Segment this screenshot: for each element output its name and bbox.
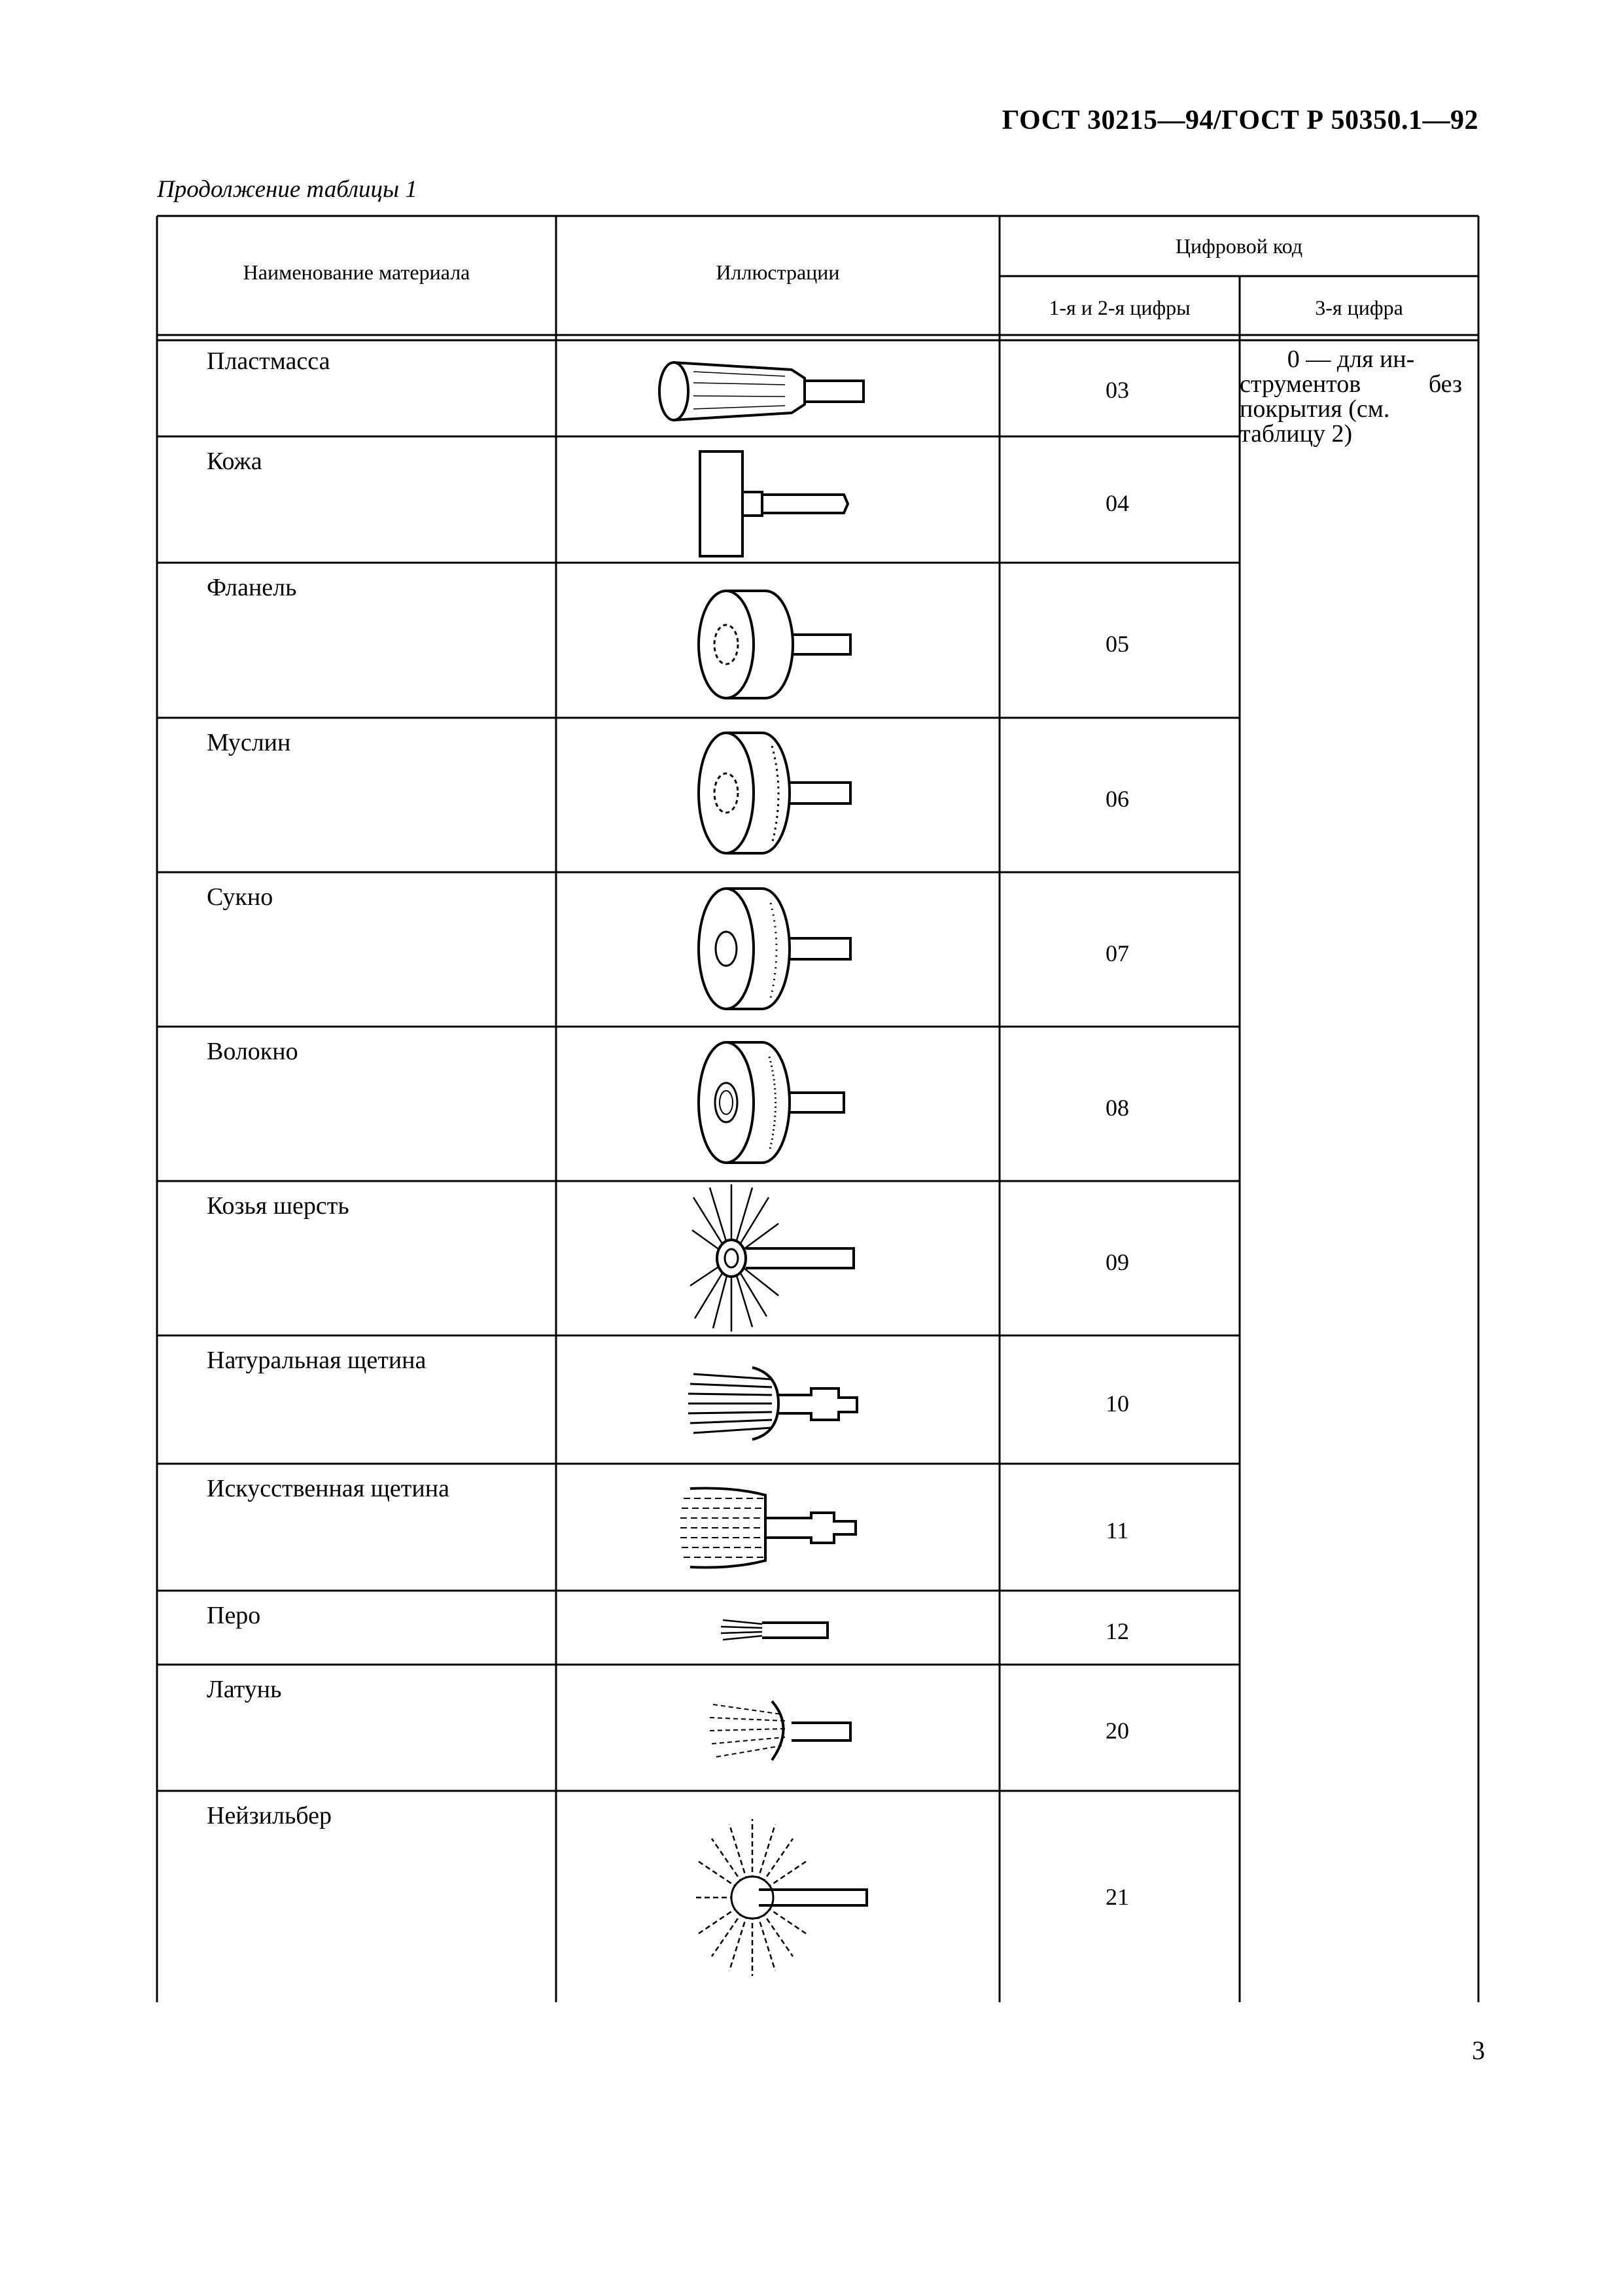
material-name-row-8: Натуральная щетина (207, 1347, 427, 1374)
brass-brush-icon (710, 1701, 850, 1760)
nickel-silver-radial-brush-icon (693, 1819, 867, 1976)
code-row-3: 05 (1106, 631, 1129, 657)
material-name-row-11: Латунь (207, 1676, 282, 1703)
material-name-row-1: Пластмасса (207, 347, 330, 375)
code-row-4: 06 (1106, 786, 1129, 812)
feather-brush-icon (721, 1620, 828, 1640)
column-header-material-name: Наименование материала (243, 260, 470, 284)
leather-block-tool-icon (700, 451, 848, 556)
material-name-row-9: Искусственная щетина (207, 1475, 449, 1502)
column-header-digits-1-2: 1-я и 2-я цифры (1049, 296, 1191, 319)
synthetic-bristle-brush-icon (680, 1488, 856, 1567)
code-row-9: 11 (1106, 1517, 1129, 1544)
third-digit-note-line-1: 0 — для ин- (1287, 345, 1415, 373)
document-header: ГОСТ 30215—94/ГОСТ Р 50350.1—92 (1002, 105, 1478, 135)
material-name-row-10: Перо (207, 1602, 261, 1629)
code-row-8: 10 (1106, 1390, 1129, 1417)
page-number: 3 (1472, 2036, 1485, 2065)
third-digit-note-line-3: покрытия (см. (1240, 395, 1390, 423)
material-name-row-7: Козья шерсть (207, 1192, 349, 1220)
goat-hair-brush-icon (690, 1184, 854, 1332)
flannel-wheel-icon (699, 591, 850, 698)
code-row-2: 04 (1106, 490, 1129, 516)
code-row-7: 09 (1106, 1249, 1129, 1275)
third-digit-note-line-4: таблицу 2) (1240, 420, 1353, 448)
material-name-row-5: Сукно (207, 883, 273, 911)
code-row-11: 20 (1106, 1718, 1129, 1744)
material-name-row-12: Нейзильбер (207, 1802, 332, 1829)
material-name-row-3: Фланель (207, 574, 297, 601)
muslin-wheel-icon (699, 733, 850, 853)
plastic-cone-tool-icon (659, 362, 864, 420)
code-row-1: 03 (1106, 377, 1129, 403)
fiber-wheel-icon (699, 1042, 844, 1163)
material-name-row-4: Муслин (207, 729, 291, 756)
third-digit-note (1240, 347, 1462, 446)
code-row-12: 21 (1106, 1884, 1129, 1910)
code-row-6: 08 (1106, 1095, 1129, 1121)
third-digit-note-line-2: струментов без (1240, 370, 1462, 398)
code-row-5: 07 (1106, 940, 1129, 966)
column-header-digital-code: Цифровой код (1175, 234, 1303, 258)
material-name-row-2: Кожа (207, 448, 262, 475)
table-continuation-label: Продолжение таблицы 1 (157, 176, 417, 203)
material-name-row-6: Волокно (207, 1038, 298, 1065)
column-header-illustrations: Иллюстрации (716, 260, 840, 284)
code-row-10: 12 (1106, 1618, 1129, 1644)
column-header-digit-3: 3-я цифра (1315, 296, 1403, 319)
cloth-wheel-icon (699, 889, 850, 1009)
natural-bristle-brush-icon (688, 1368, 857, 1439)
